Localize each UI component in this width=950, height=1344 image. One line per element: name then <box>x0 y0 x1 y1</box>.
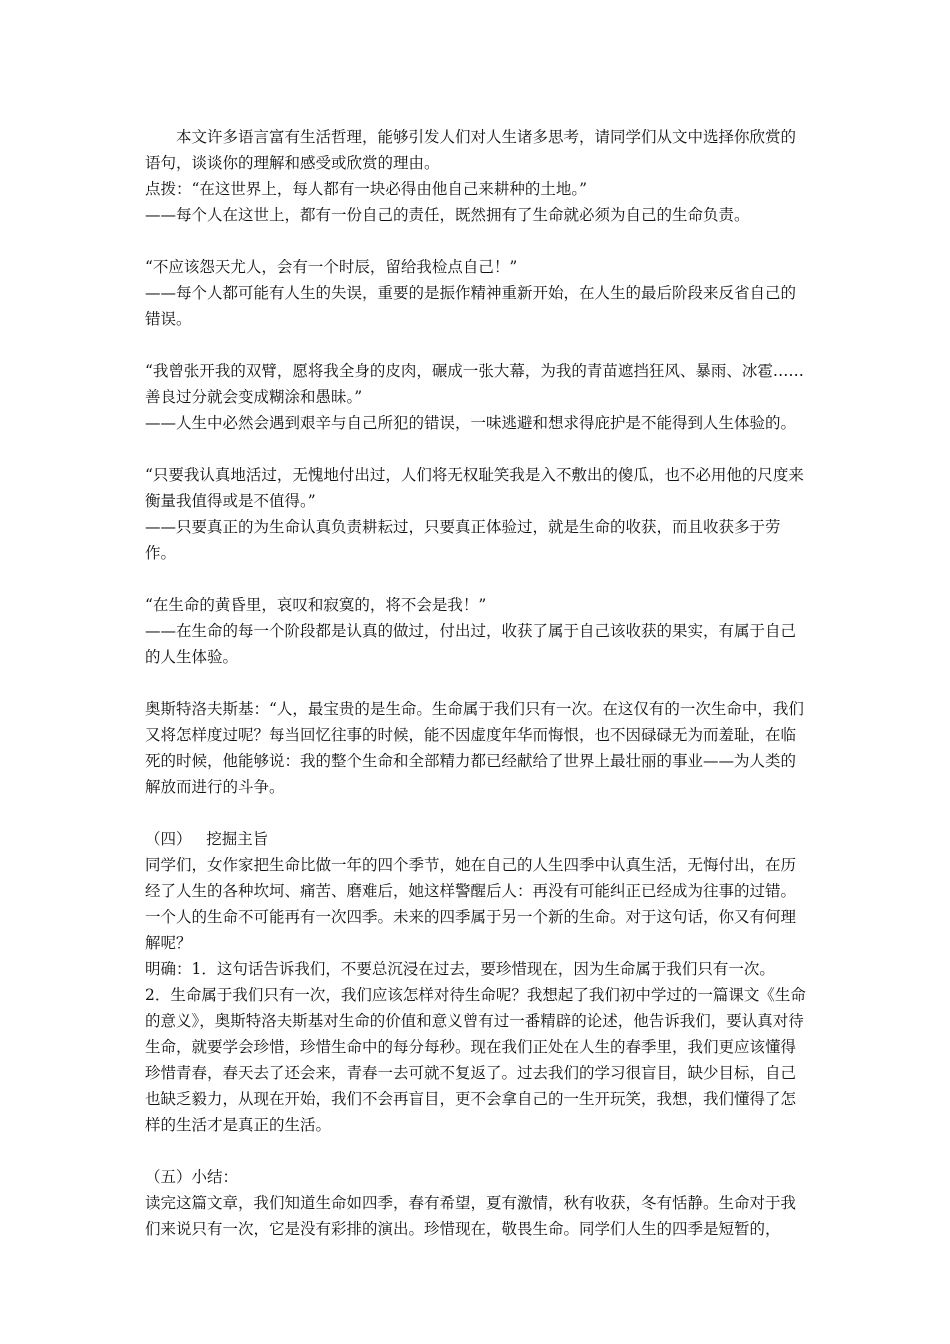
intro-paragraph: 本文许多语言富有生活哲理，能够引发人们对人生诸多思考，请同学们从文中选择你欣赏的语句，谈谈你的理解和感受或欣赏的理由。 <box>145 128 797 172</box>
quote-2: “不应该怨天尤人，会有一个时辰，留给我检点自己！” <box>145 258 518 276</box>
document-page <box>145 124 810 1242</box>
explanation-2: ——每个人都可能有人生的失误，重要的是振作精神重新开始，在人生的最后阶段来反省自己的错误。 <box>145 284 797 328</box>
explanation-5: ——在生命的每一个阶段都是认真的做过，付出过，收获了属于自己该收获的果实，有属于自己的人生体验。 <box>145 622 797 666</box>
explanation-1: ——每个人在这世上，都有一份自己的责任，既然拥有了生命就必须为自己的生命负责。 <box>145 206 750 224</box>
summary-paragraph: 读完这篇文章，我们知道生命如四季，春有希望，夏有激情，秋有收获，冬有恬静。生命对于我们来说只有一次，它是没有彩排的演出。珍惜现在，敬畏生命。同学们人生的四季是短暂的， <box>145 1194 797 1238</box>
spacer <box>145 228 810 254</box>
section-heading-5: （五）小结： <box>145 1168 239 1186</box>
answer-2: 2．生命属于我们只有一次，我们应该怎样对待生命呢？我想起了我们初中学过的一篇课文《生命的意义》，奥斯特洛夫斯基对生命的价值和意义曾有过一番精辟的论述，他告诉我们，要认真对待生命，就要学会珍惜，珍惜生命中的每分每秒。现在我们正处在人生的春季里，我们更应该懂得珍惜青春，春天去了还会来，青春一去可就不复返了。过去我们的学习很盲目，缺少目标，自己也缺乏毅力，从现在开始，我们不会再盲目，更不会拿自己的一生开玩笑，我想，我们懂得了怎样的生活才是真正的生活。 <box>145 986 806 1134</box>
spacer <box>145 800 810 826</box>
quote-3: “我曾张开我的双臂，愿将我全身的皮肉，碾成一张大幕，为我的青苗遮挡狂风、暴雨、冰雹……善良过分就会变成糊涂和愚昧。” <box>145 362 804 406</box>
section-heading-4: （四） 挖掘主旨 <box>145 830 269 848</box>
theme-paragraph: 同学们，女作家把生命比做一年的四个季节，她在自己的人生四季中认真生活，无悔付出，在历经了人生的各种坎坷、痛苦、磨难后，她这样警醒后人：再没有可能纠正已经成为往事的过错。一个人的生命不可能再有一次四季。未来的四季属于另一个新的生命。对于这句话，你又有何理解呢？ <box>145 856 797 952</box>
explanation-3: ——人生中必然会遇到艰辛与自己所犯的错误，一味逃避和想求得庇护是不能得到人生体验的。 <box>145 414 797 432</box>
answer-1: 明确：1．这句话告诉我们，不要总沉浸在过去，要珍惜现在，因为生命属于我们只有一次。 <box>145 960 775 978</box>
spacer <box>145 670 810 696</box>
quote-5: “在生命的黄昏里，哀叹和寂寞的，将不会是我！” <box>145 596 487 614</box>
spacer <box>145 1138 810 1164</box>
spacer <box>145 332 810 358</box>
quote-4: “只要我认真地活过，无愧地付出过，人们将无权耻笑我是入不敷出的傻瓜，也不必用他的尺度来衡量我值得或是不值得。” <box>145 466 804 510</box>
spacer <box>145 436 810 462</box>
hint-quote-1: 点拨：“在这世界上，每人都有一块必得由他自己来耕种的土地。” <box>145 180 588 198</box>
spacer <box>145 566 810 592</box>
explanation-4: ——只要真正的为生命认真负责耕耘过，只要真正体验过，就是生命的收获，而且收获多于劳作。 <box>145 518 781 562</box>
ostrovsky-quote: 奥斯特洛夫斯基：“人，最宝贵的是生命。生命属于我们只有一次。在这仅有的一次生命中，我们又将怎样度过呢？每当回忆往事的时候，能不因虚度年华而悔恨，也不因碌碌无为而羞耻，在临死的时候，他能够说：我的整个生命和全部精力都已经献给了世界上最壮丽的事业——为人类的解放而进行的斗争。 <box>145 700 804 796</box>
